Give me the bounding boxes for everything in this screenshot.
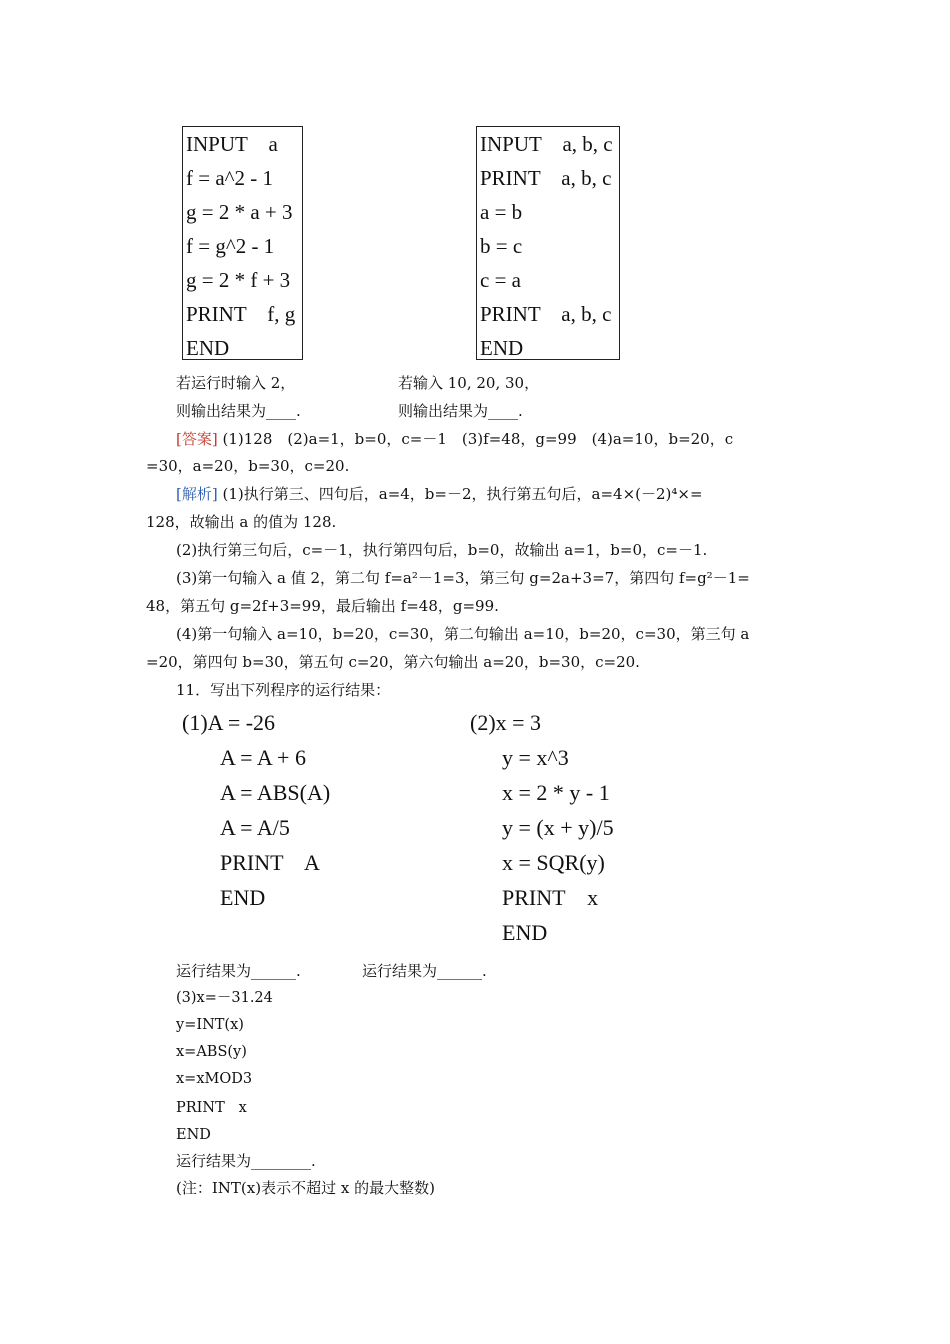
code-line: PRINT f, g bbox=[186, 302, 296, 326]
program-3-line: PRINT x bbox=[176, 1100, 247, 1116]
program-3-line: (3)x=－31.24 bbox=[176, 990, 273, 1006]
analysis-line-2: 128，故输出 a 的值为 128. bbox=[146, 513, 337, 531]
answer-line-2: =30，a=20，b=30，c=20. bbox=[146, 457, 350, 475]
program-2-line: y = (x + y)/5 bbox=[502, 815, 614, 840]
analysis-line-5: 48，第五句 g=2f+3=99，最后输出 f=48，g=99. bbox=[146, 597, 499, 615]
prompt-left-1: 若运行时输入 2， bbox=[176, 374, 296, 392]
prompt-right-2: 则输出结果为____. bbox=[398, 402, 523, 420]
analysis-line-3: (2)执行第三句后，c=－1，执行第四句后，b=0，故输出 a=1，b=0，c=－1. bbox=[176, 541, 708, 559]
analysis-line-4: (3)第一句输入 a 值 2，第二句 f=a²－1=3，第三句 g=2a+3=7，第四句 f=g²－1= bbox=[176, 569, 750, 587]
code-line: f = a^2 - 1 bbox=[186, 166, 274, 190]
program-3-line: y=INT(x) bbox=[176, 1017, 244, 1033]
answer-tag: [答案] bbox=[176, 430, 218, 448]
program-2-line: (2)x = 3 bbox=[470, 710, 542, 735]
result-3: 运行结果为________. bbox=[176, 1152, 316, 1170]
code-line: PRINT a, b, c bbox=[480, 166, 612, 190]
code-line: g = 2 * a + 3 bbox=[186, 200, 293, 224]
prompt-right-1: 若输入 10, 20, 30， bbox=[398, 374, 540, 392]
answer-line-1 bbox=[176, 426, 733, 454]
code-line: INPUT a, b, c bbox=[480, 132, 613, 156]
code-line: c = a bbox=[480, 268, 521, 292]
analysis-line-7: =20，第四句 b=30，第五句 c=20，第六句输出 a=20，b=30，c=20. bbox=[146, 653, 640, 671]
program-3-line: END bbox=[176, 1127, 211, 1143]
program-2-line: x = SQR(y) bbox=[502, 850, 605, 875]
analysis-tag: [解析] bbox=[176, 485, 218, 503]
program-2-line: y = x^3 bbox=[502, 745, 569, 770]
program-1-line: A = A + 6 bbox=[220, 745, 306, 770]
program-1-line: END bbox=[220, 885, 266, 910]
code-line: END bbox=[186, 336, 230, 360]
code-line: f = g^2 - 1 bbox=[186, 234, 275, 258]
answer-text: (1)128 (2)a=1，b=0，c=－1 (3)f=48，g=99 (4)a=10，b=20，c bbox=[222, 430, 734, 448]
program-1-line: PRINT A bbox=[220, 850, 320, 875]
code-line: b = c bbox=[480, 234, 523, 258]
analysis-line-1 bbox=[176, 481, 703, 509]
question-11: 11．写出下列程序的运行结果： bbox=[176, 681, 391, 699]
code-line: PRINT a, b, c bbox=[480, 302, 612, 326]
note: (注：INT(x)表示不超过 x 的最大整数) bbox=[176, 1179, 435, 1197]
program-1-line: (1)A = -26 bbox=[182, 710, 276, 735]
program-2-line: END bbox=[502, 920, 548, 945]
result-right: 运行结果为______. bbox=[362, 962, 487, 980]
code-line: END bbox=[480, 336, 524, 360]
program-3-line: x=ABS(y) bbox=[176, 1044, 247, 1060]
code-line: g = 2 * f + 3 bbox=[186, 268, 291, 292]
program-box-1 bbox=[182, 126, 303, 360]
program-box-2 bbox=[476, 126, 620, 360]
code-line: INPUT a bbox=[186, 132, 278, 156]
analysis-line-6: (4)第一句输入 a=10，b=20，c=30，第二句输出 a=10，b=20，c=30，第三句 a bbox=[176, 625, 750, 643]
result-left: 运行结果为______. bbox=[176, 962, 301, 980]
program-3-line: x=xMOD3 bbox=[176, 1071, 253, 1087]
code-line: a = b bbox=[480, 200, 523, 224]
prompt-left-2: 则输出结果为____. bbox=[176, 402, 301, 420]
program-2-line: PRINT x bbox=[502, 885, 599, 910]
program-1-line: A = ABS(A) bbox=[220, 780, 331, 805]
program-1-line: A = A/5 bbox=[220, 815, 290, 840]
program-2-line: x = 2 * y - 1 bbox=[502, 780, 610, 805]
analysis-text: (1)执行第三、四句后，a=4，b=－2，执行第五句后，a=4×(－2)⁴×= bbox=[222, 485, 703, 503]
